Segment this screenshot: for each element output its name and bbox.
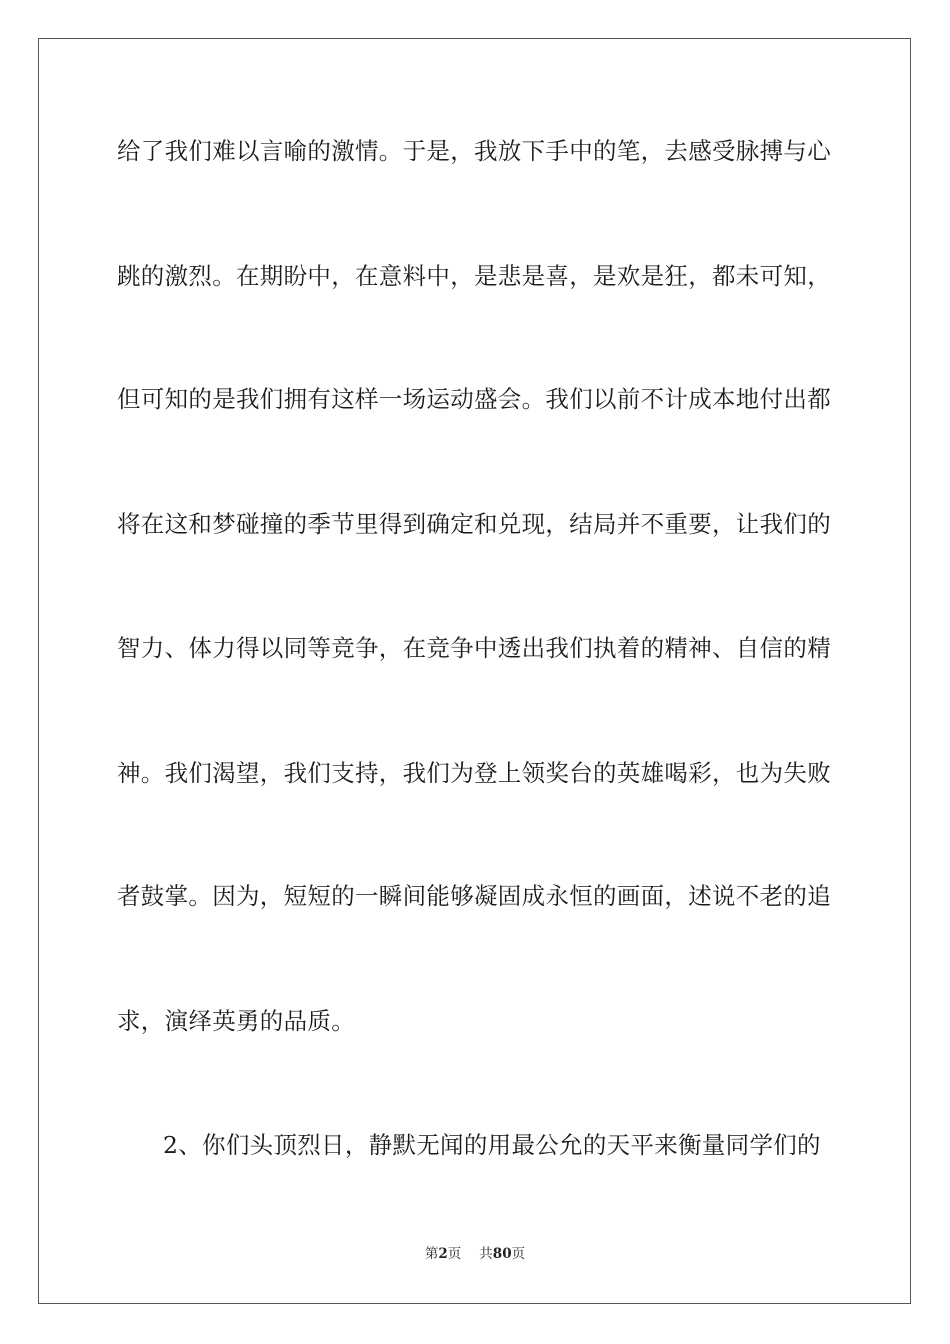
body-text-line-3: 但可知的是我们拥有这样一场运动盛会。我们以前不计成本地付出都 bbox=[117, 385, 831, 413]
body-text-line-8: 求，演绎英勇的品质。 bbox=[117, 1007, 355, 1035]
page-footer bbox=[0, 1245, 950, 1263]
footer-page-prefix: 第 bbox=[424, 1246, 439, 1262]
footer-total-prefix: 共 bbox=[479, 1246, 493, 1262]
paragraph-2-first-line: 2、你们头顶烈日，静默无闻的用最公允的天平来衡量同学们的 bbox=[163, 1131, 821, 1159]
footer-total-pages: 80 bbox=[492, 1246, 512, 1262]
footer-page-number: 2 bbox=[438, 1246, 448, 1262]
body-text-line-1: 给了我们难以言喻的激情。于是，我放下手中的笔，去感受脉搏与心 bbox=[117, 137, 831, 165]
body-text-line-6: 神。我们渴望，我们支持，我们为登上领奖台的英雄喝彩，也为失败 bbox=[117, 759, 831, 787]
footer-total-suffix: 页 bbox=[511, 1246, 526, 1262]
body-text-line-2: 跳的激烈。在期盼中，在意料中，是悲是喜，是欢是狂，都未可知， bbox=[117, 262, 831, 290]
body-text-line-7: 者鼓掌。因为，短短的一瞬间能够凝固成永恒的画面，述说不老的追 bbox=[117, 882, 831, 910]
body-text-line-4: 将在这和梦碰撞的季节里得到确定和兑现，结局并不重要，让我们的 bbox=[117, 510, 831, 538]
body-text-line-5: 智力、体力得以同等竞争，在竞争中透出我们执着的精神、自信的精 bbox=[117, 634, 831, 662]
page-border bbox=[38, 38, 911, 1304]
footer-page-suffix: 页 bbox=[447, 1246, 462, 1262]
